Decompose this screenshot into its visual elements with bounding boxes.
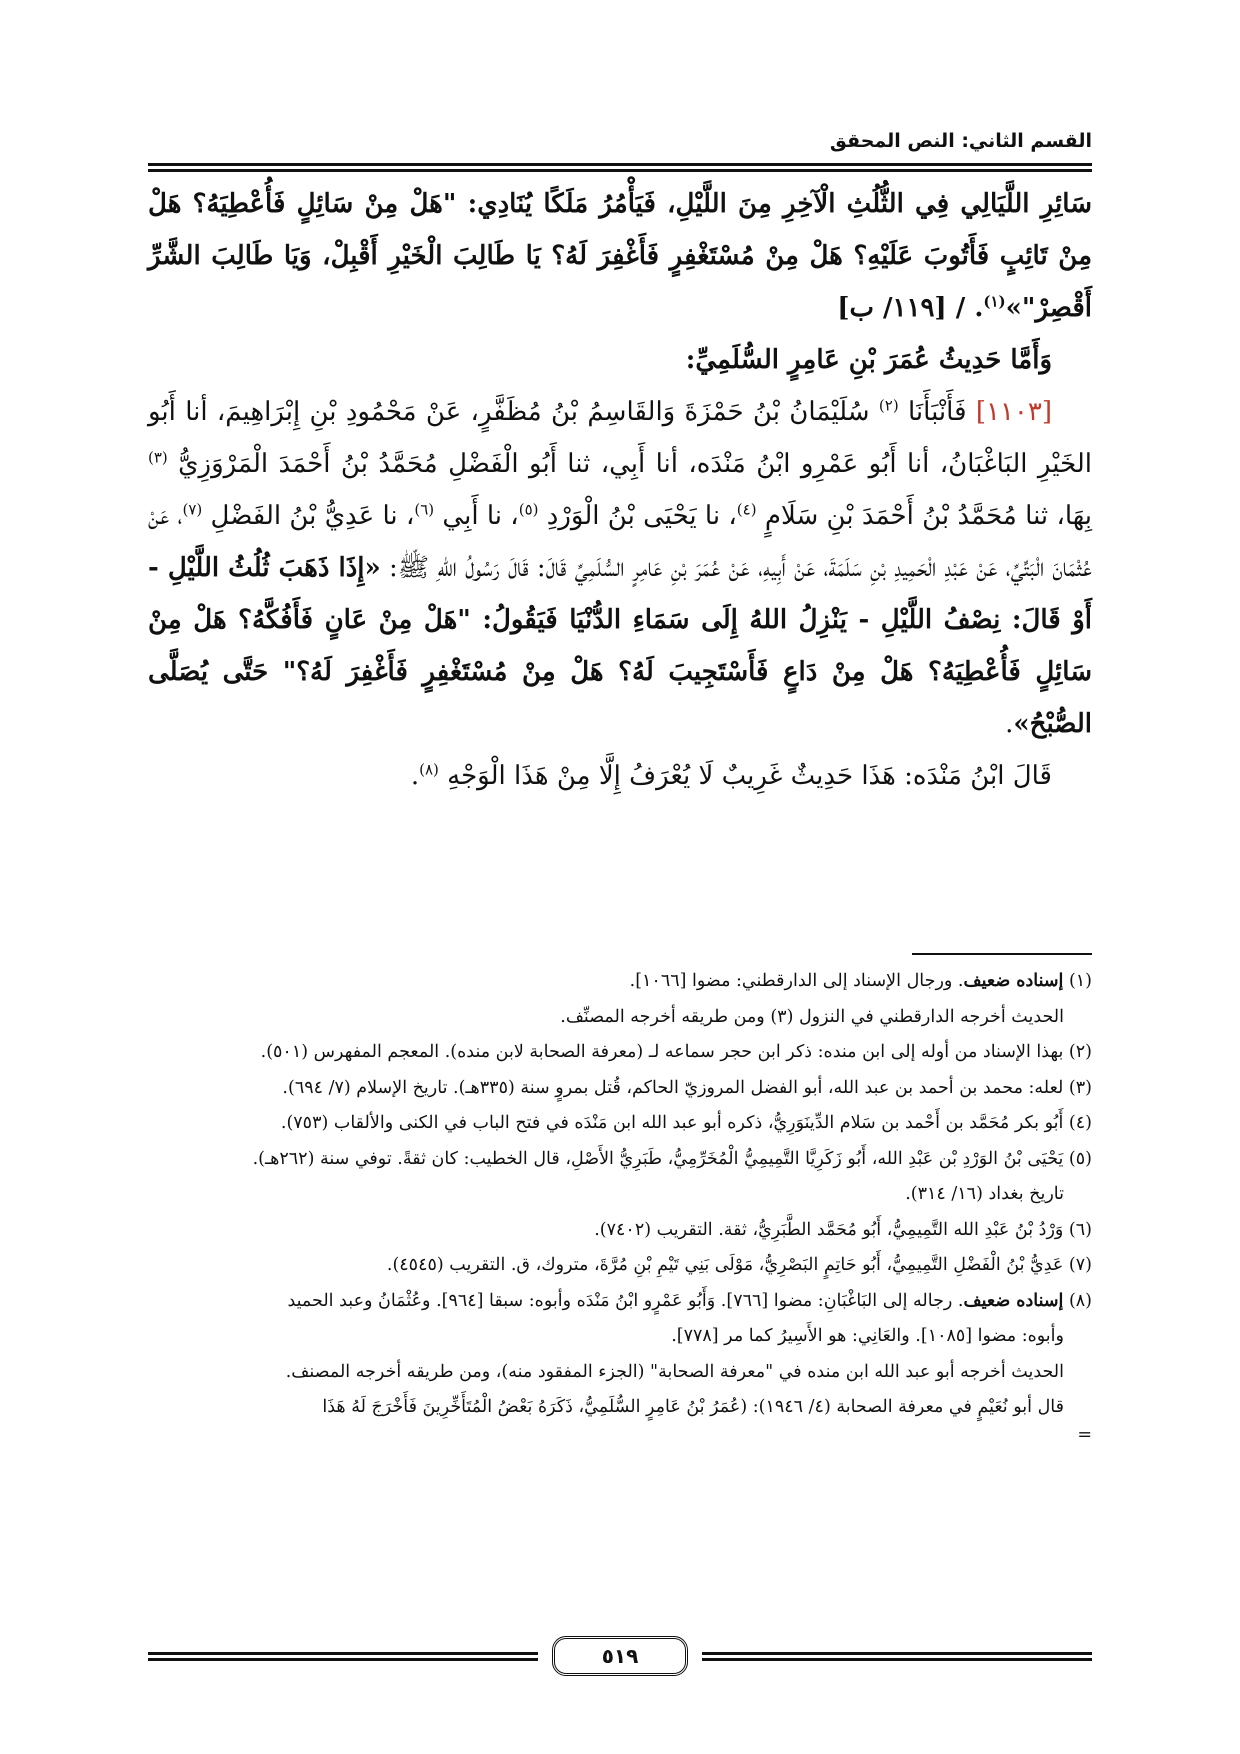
- footnote-ref-5[interactable]: (٥): [518, 500, 539, 519]
- footnote-1: [148, 964, 1092, 1000]
- footnote-separator: [912, 953, 1092, 955]
- footnote-8: [148, 1284, 1092, 1320]
- header-double-rule: [148, 163, 1092, 172]
- footnote-1-grade: إسناده ضعيف: [963, 971, 1064, 991]
- comment-end: .: [410, 761, 420, 791]
- footnote-8-grade: إسناده ضعيف: [963, 1290, 1064, 1311]
- footnote-ref-4[interactable]: (٤): [736, 500, 757, 519]
- hadith-continuation: [148, 178, 1092, 334]
- running-title: القسم الثاني: النص المحقق: [829, 130, 1092, 152]
- continuation-mark: =: [1077, 1424, 1092, 1445]
- footnote-8-abu-nuaym: قال أبو نُعَيْمٍ في معرفة الصحابة (٤/ ١٩٤٦): (عُمَرُ بْنُ عَامِرٍ السُّلَمِيُّ، ذَكَرَهُ بَعْضُ الْمُتَأَخِّرِينَ فَأَخْرَجَ لَهُ هَذَا: [322, 1397, 1064, 1417]
- footnote-1-continuation: الحديث أخرجه الدارقطني في النزول (٣) ومن طريقه أخرجه المصنِّف.: [560, 1006, 1064, 1027]
- footnote-ref-1[interactable]: (١): [983, 292, 1006, 311]
- footnote-7: (٧) عَدِيُّ بْنُ الْفَضْلِ التَّمِيمِيُّ، أَبُو حَاتِمٍ البَصْرِيُّ، مَوْلَى بَنِي تَيْمِ بْنِ مُرَّةَ، متروك، ق. التقريب (٤٥٤٥).: [386, 1255, 1092, 1275]
- footnote-5: (٥) يَحْيَى بْنُ الوَرْدِ بْن عَبْدِ الله، أَبُو زَكَرِيَّا التَّمِيمِيُّ الْمُخَرِّمِيُّ، طَبَرِيُّ الأَصْلِ، قال الخطيب: كان ثقةً. توفي سنة (٢٦٢هـ).: [252, 1148, 1092, 1169]
- footnote-3: (٣) لعله: محمد بن أحمد بن عبد الله، أبو الفضل المروزيّ الحاكم، قُتل بمروٍ سنة (٣٣٥هـ). تاريخ الإسلام (٧/ ٦٩٤).: [282, 1077, 1092, 1098]
- footnote-8-takhrij: الحديث أخرجه أبو عبد الله ابن منده في "معرفة الصحابة" (الجزء المفقود منه)، ومن طريقه أخرجه المصنف.: [285, 1361, 1064, 1382]
- hadith-number: [١١٠٣]: [975, 397, 1052, 427]
- hadith-paragraph: [148, 386, 1092, 750]
- isnad-text-e: ، نا أَبِي: [434, 501, 519, 531]
- isnad-text-f: ، نا عَدِيُّ بْنُ الفَضْلِ: [202, 501, 415, 531]
- isnad-text-a: فَأَنْبَأَنَا: [898, 397, 976, 427]
- footnote-4: (٤) أَبُو بكر مُحَمَّد بن أَحْمد بن سَلام الدِّينَوَرِيُّ، ذكره أبو عبد الله ابن مَنْدَه في فتح الباب في الكنى والألقاب (٧٥٣).: [280, 1113, 1092, 1133]
- hadith-end: .: [1005, 709, 1014, 739]
- footnote-6: (٦) وَرْدُ بْنُ عَبْدِ الله التَّمِيمِيُّ، أَبُو مُحَمَّد الطَّبَرِيُّ، ثقة. التقريب (٧٤٠٢).: [594, 1219, 1092, 1240]
- main-text: [148, 178, 1092, 802]
- isnad-text-c: بِهَا، ثنا مُحَمَّدُ بْنُ أَحْمَدَ بْنِ سَلَامٍ: [756, 501, 1092, 531]
- footnote-1-text: . ورجال الإسناد إلى الدارقطني: مضوا [١٠٦٦].: [629, 971, 964, 991]
- hadith-matn: «إِذَا ذَهَبَ ثُلُثُ اللَّيْلِ - أَوْ قَالَ: نِصْفُ اللَّيْلِ - يَنْزِلُ اللهُ إِلَى سَمَاءِ الدُّنْيَا فَيَقُولُ: "هَلْ مِنْ عَانٍ فَأَفُكَّهُ؟ هَلْ مِنْ سَائِلٍ فَأُعْطِيَهُ؟ هَلْ مِنْ دَاعٍ فَأَسْتَجِيبَ لَهُ؟ هَلْ مِنْ مُسْتَغْفِرٍ فَأَغْفِرَ لَهُ؟" حَتَّى يُصَلَّى الصُّبْحُ»: [148, 553, 1092, 739]
- footnote-8-continuation: وأبوه: مضوا [١٠٨٥]. والعَانِي: هو الأَسِيرُ كما مر [٧٧٨].: [671, 1326, 1064, 1346]
- isnad-text-b: سُلَيْمَانُ بْنُ حَمْزَةَ وَالقَاسِمُ بْنُ مُظَفَّرٍ، عَنْ مَحْمُودِ بْنِ إِبْرَاهِيمَ، أنا أَبُو الخَيْرِ البَاغْبَانُ، أنا أَبُو عَمْرِو ابْنُ مَنْدَه، أنا أَبِي، ثنا أَبُو الْفَضْلِ مُحَمَّدُ بْنُ أَحْمَدَ الْمَرْوَزِيُّ: [148, 397, 1092, 479]
- comment-text: قَالَ ابْنُ مَنْدَه: هَذَا حَدِيثٌ غَرِيبٌ لَا يُعْرَفُ إِلَّا مِنْ هَذَا الْوَجْهِ: [438, 761, 1052, 791]
- footnote-ref-2[interactable]: (٢): [878, 396, 899, 415]
- isnad-text-g: ، عَنْ عُثْمَانَ الْبَتِّيِّ، عَنْ عَبْدِ الْحَمِيدِ بْنِ سَلَمَةَ، عَنْ أَبِيهِ، عَنْ عُمَرَ بْنِ عَامِرٍ السُّلَمِيِّ قَالَ: قَالَ رَسُولُ اللهِ ﷺ:: [148, 501, 1092, 583]
- footnote-8-text: . رجاله إلى البَاغْبَانِ: مضوا [٧٦٦]. وَأَبُو عَمْرٍو ابْنُ مَنْدَه وأبوه: سبقا [٩٦٤]. وعُثْمَانُ وعبد الحميد: [287, 1290, 964, 1311]
- footnote-ref-3[interactable]: (٣): [148, 448, 168, 467]
- footnote-2: (٢) بهذا الإسناد من أوله إلى ابن منده: ذكر ابن حجر سماعه لـ (معرفة الصحابة لابن منده). المعجم المفهرس (٥٠١).: [260, 1042, 1092, 1062]
- footnote-1-mark: (١): [1063, 971, 1092, 991]
- section-heading: وَأَمَّا حَدِيثُ عُمَرَ بْنِ عَامِرٍ السُّلَمِيِّ:: [685, 345, 1052, 375]
- hadith-text: سَائِرِ اللَّيَالِي فِي الثُّلُثِ الْآخِرِ مِنَ اللَّيْلِ، فَيَأْمُرُ مَلَكًا يُنَادِي: "هَلْ مِنْ سَائِلٍ فَأُعْطِيَهُ؟ هَلْ مِنْ تَائِبٍ فَأَتُوبَ عَلَيْهِ؟ هَلْ مِنْ مُسْتَغْفِرٍ فَأَغْفِرَ لَهُ؟ يَا طَالِبَ الْخَيْرِ أَقْبِلْ، وَيَا طَالِبَ الشَّرِّ أَقْصِرْ"»: [148, 189, 1092, 323]
- footer-rule-right: [702, 1652, 1092, 1661]
- page-number: ٥١٩: [552, 1636, 688, 1676]
- footnote-8-mark: (٨): [1063, 1290, 1092, 1311]
- manuscript-folio-ref: . / [١١٩/ ب]: [837, 293, 984, 323]
- footnote-5-continuation: تاريخ بغداد (١٦/ ٣١٤).: [905, 1184, 1064, 1204]
- ibn-mandah-comment: [148, 750, 1092, 802]
- footnote-ref-6[interactable]: (٦): [414, 500, 435, 519]
- footer-rule-left: [148, 1652, 538, 1661]
- footnotes: [148, 964, 1092, 1448]
- footnote-ref-8[interactable]: (٨): [419, 760, 439, 779]
- isnad-text-d: ، نا يَحْيَى بْنُ الْوَرْدِ: [538, 501, 737, 531]
- footnote-ref-7[interactable]: (٧): [182, 500, 203, 519]
